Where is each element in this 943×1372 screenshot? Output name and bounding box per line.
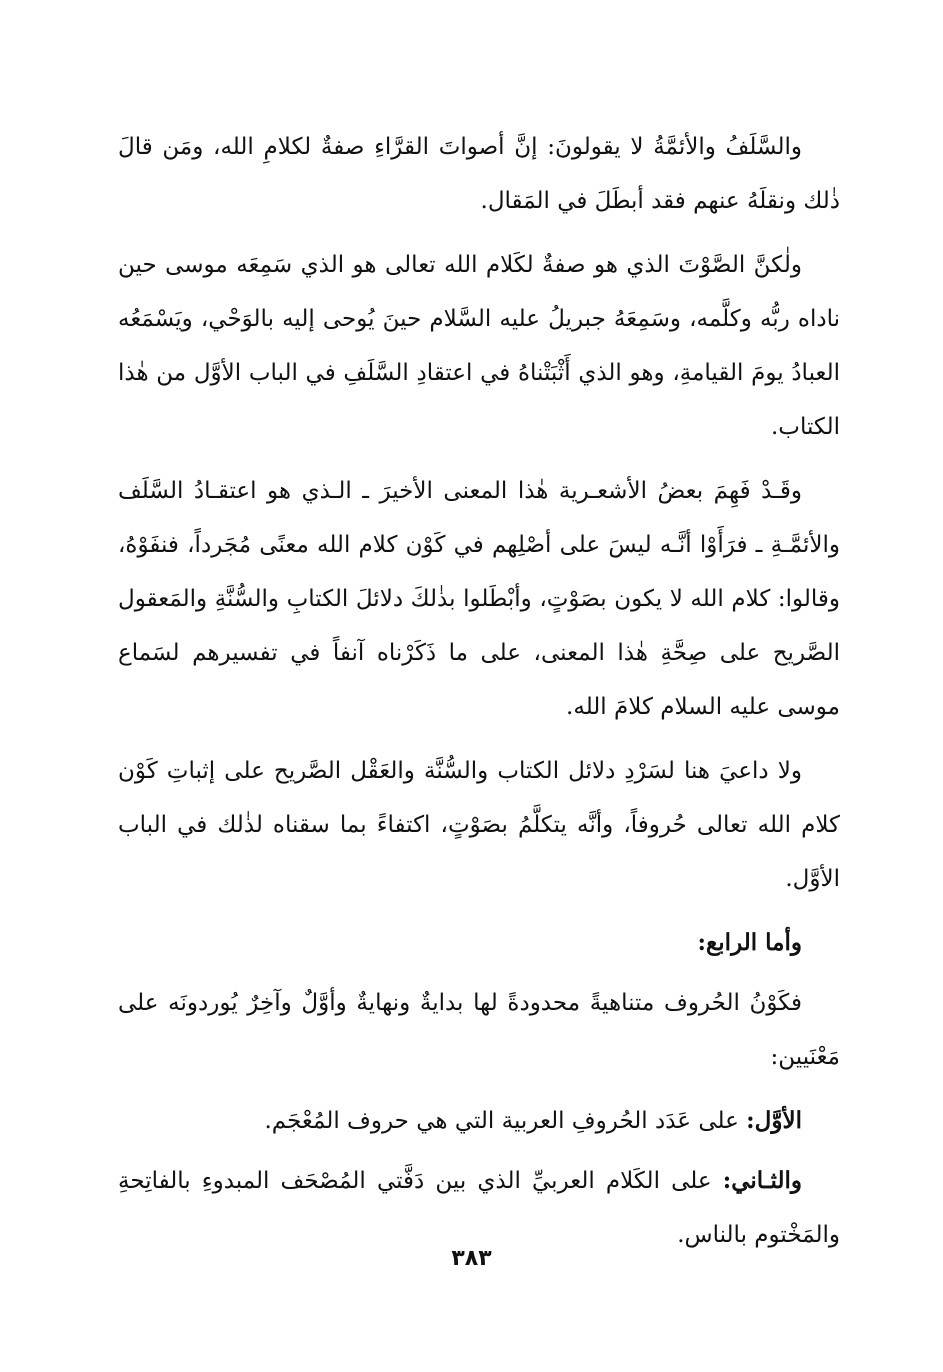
page-number: ٣٨٣ [451,1246,492,1271]
paragraph-4: ولا داعيَ هنا لسَرْدِ دلائل الكتاب والسُّنَّة والعَقْل الصَّريح على إثباتِ كَوْن كلام الله تعالى حُروفاً، وأنَّه يتكلَّمُ بصَوْتٍ، اكتفاءً بما سقناه لذٰلك في الباب الأوَّل. [118,758,840,892]
page-body [118,120,840,1268]
list-item-second-text: على الكَلام العربيِّ الذي بين دَفَّتي المُصْحَف المبدوءِ بالفاتِحةِ والمَخْتوم بالناس. [118,1168,840,1248]
list-item-first-text: على عَدَد الحُروفِ العربية التي هي حروف المُعْجَم. [264,1108,739,1134]
list-item-first-label: الأوَّل: [746,1107,802,1134]
list-item-second-label: والثـاني: [722,1167,802,1194]
list-item-first [118,1094,840,1148]
section-intro: فكَوْنُ الحُروف متناهيةً محدودةً لها بدايةٌ ونهايةٌ وأوَّلٌ وآخِرٌ يُوردونَه على مَعْنَيين: [118,990,840,1070]
paragraph-2: ولٰكنَّ الصَّوْتَ الذي هو صفةٌ لكَلام الله تعالى هو الذي سَمِعَه موسى حين ناداه ربُّه وكلَّمه، وسَمِعَهُ جبريلُ عليه السَّلام حينَ يُوحى إليه بالوَحْي، ويَسْمَعُه العبادُ يومَ القيامةِ، وهو الذي أَثْبَتْناهُ في اعتقادِ السَّلَفِ في الباب الأوَّل من هٰذا الكتاب. [118,252,840,440]
section-heading: وأما الرابع: [697,929,802,956]
paragraph-3: وقَـدْ فَهِمَ بعضُ الأشعـرية هٰذا المعنى الأخيرَ ـ الـذي هو اعتقـادُ السَّلَف والأئمَّـةِ ـ فرَأَوْا أنَّـه ليسَ على أصْلِهم في كَوْن كلام الله معنًى مُجَرداً، فنفَوْهُ، وقالوا: كلام الله لا يكون بصَوْتٍ، وأبْطَلوا بذٰلكَ دلائلَ الكتابِ والسُّنَّةِ والمَعقول الصَّريح على صِحَّةِ هٰذا المعنى، على ما ذَكَرْناه آنفاً في تفسيرهم لسَماع موسى عليه السلام كلامَ الله. [118,478,840,720]
paragraph-1: والسَّلَفُ والأئمَّةُ لا يقولونَ: إنَّ أصواتَ القرَّاءِ صفةٌ لكلامِ الله، ومَن قالَ ذٰلك ونقلَهُ عنهم فقد أبطَلَ في المَقال. [118,134,840,214]
